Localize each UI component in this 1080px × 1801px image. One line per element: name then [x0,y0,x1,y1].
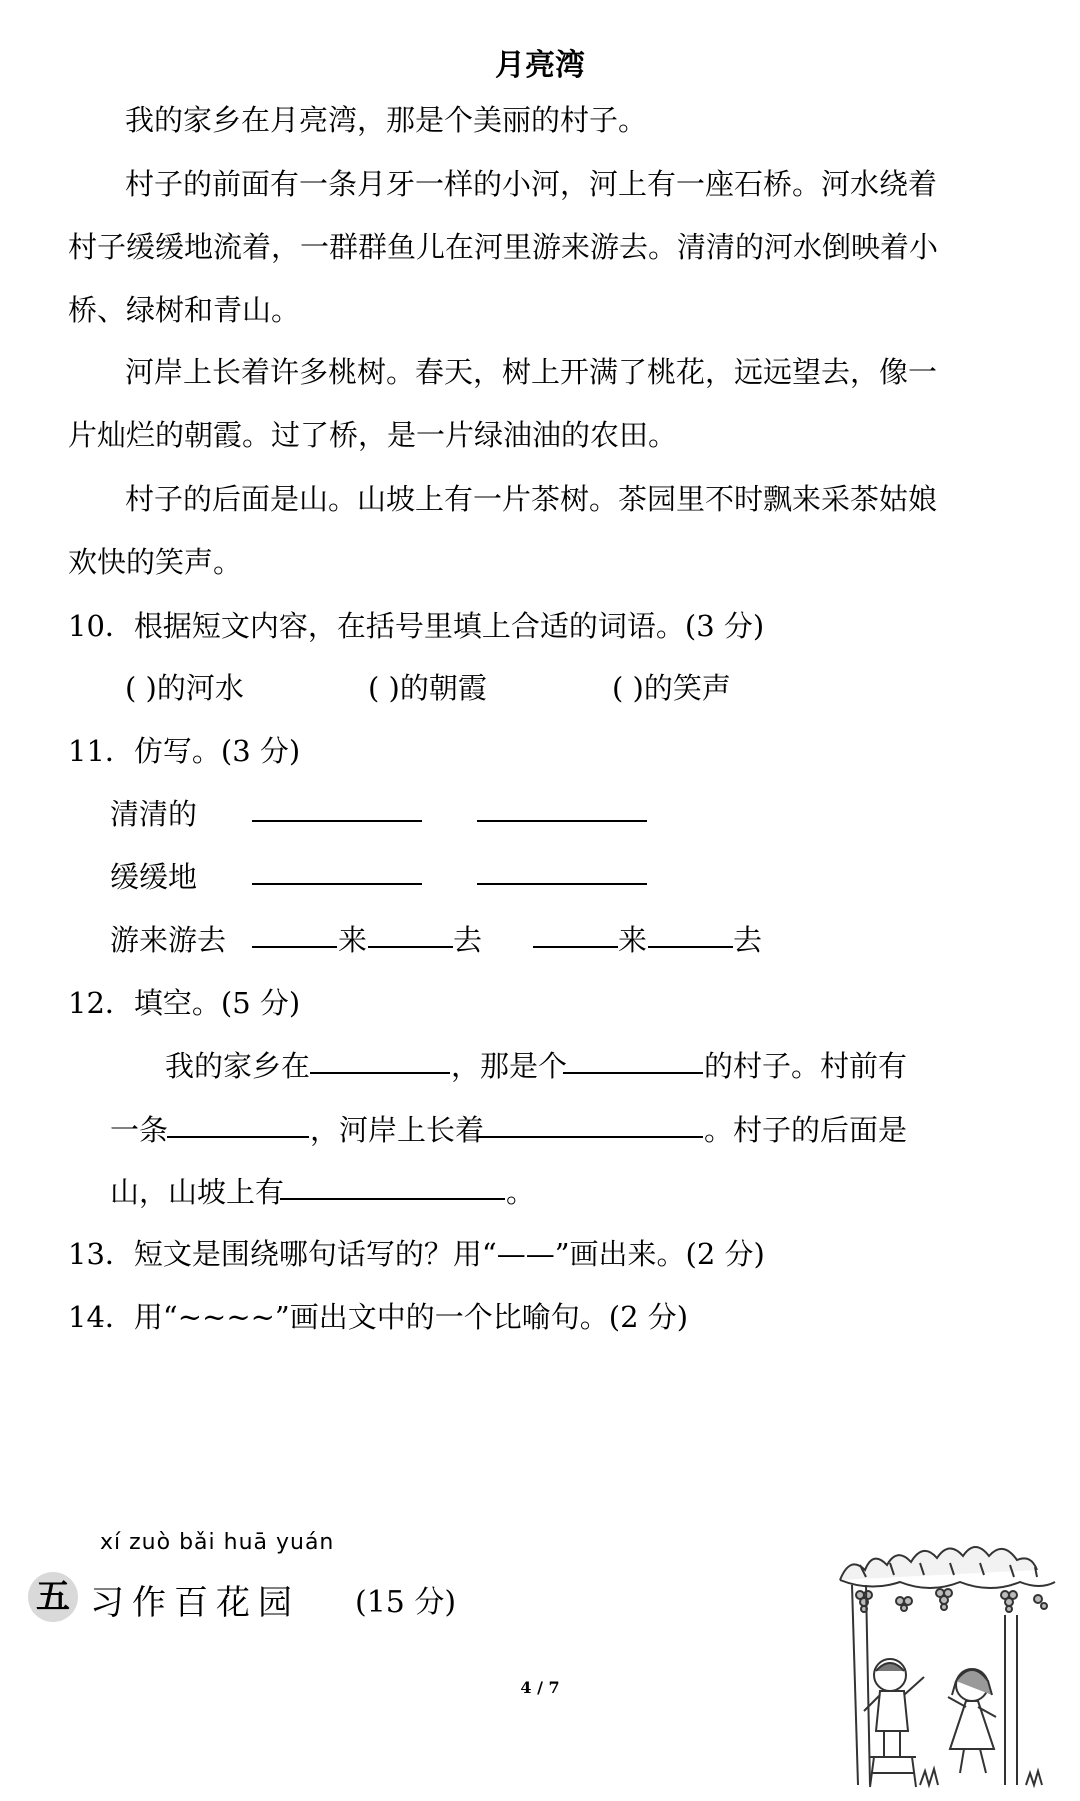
q11-row-label: 游来游去 [110,923,227,957]
q11-answer-line[interactable] [252,859,422,885]
passage-line: 村子的前面有一条月牙一样的小河，河上有一座石桥。河水绕着 [125,167,938,201]
q11-row-1 [110,792,810,832]
q12-answer-line[interactable] [563,1048,703,1074]
question-14: 14．用“~~~~”画出文中的一个比喻句。(2 分) [68,1300,689,1334]
question-10: 10．根据短文内容，在括号里填上合适的词语。(3 分) [68,609,765,643]
q11-lai: 来 [338,923,368,957]
q12-answer-line[interactable] [167,1112,309,1138]
q11-row-3 [110,918,810,958]
q12-answer-line[interactable] [280,1174,505,1200]
q12-line-1 [165,1044,965,1084]
q12-text: 。村子的后面是 [704,1113,908,1147]
passage-line: 村子缓缓地流着，一群群鱼儿在河里游来游去。清清的河水倒映着小 [68,230,939,264]
passage-line: 片灿烂的朝霞。过了桥，是一片绿油油的农田。 [68,418,678,452]
q11-answer-line[interactable] [368,922,453,948]
q12-text: 我的家乡在 [165,1049,311,1083]
q12-text: 。 [506,1175,536,1209]
question-12: 12．填空。(5 分) [68,986,301,1020]
q12-text: ，河岸上长着 [310,1113,485,1147]
passage-line: 河岸上长着许多桃树。春天，树上开满了桃花，远远望去，像一 [125,355,938,389]
grape-arbor-illustration [830,1535,1060,1795]
q12-line-2 [110,1108,960,1148]
q12-text: ，那是个 [451,1049,568,1083]
q11-row-label: 清清的 [110,797,198,831]
question-13: 13．短文是围绕哪句话写的？用“——”画出来。(2 分) [68,1237,765,1271]
q11-row-label: 缓缓地 [110,860,198,894]
q11-qu: 去 [453,923,483,957]
q10-blank-3[interactable]: ( )的笑声 [612,671,731,705]
q11-lai: 来 [618,923,648,957]
q12-text: 的村子。村前有 [704,1049,908,1083]
passage-line: 桥、绿树和青山。 [68,293,301,327]
q12-text: 一条 [110,1113,169,1147]
passage-title: 月亮湾 [495,48,585,83]
q10-blank-1[interactable]: ( )的河水 [125,671,244,705]
q10-blank-2[interactable]: ( )的朝霞 [368,671,487,705]
q12-text: 山，山坡上有 [110,1175,285,1209]
section-number: 五 [28,1572,78,1622]
q11-qu: 去 [733,923,763,957]
section-title: 习作百花园 [90,1583,300,1623]
page-number: 4 / 7 [520,1678,560,1697]
passage-line: 欢快的笑声。 [68,545,243,579]
q11-answer-line[interactable] [252,796,422,822]
passage-line: 村子的后面是山。山坡上有一片茶树。茶园里不时飘来采茶姑娘 [125,482,938,516]
q12-answer-line[interactable] [310,1048,450,1074]
q12-answer-line[interactable] [478,1112,703,1138]
question-11: 11．仿写。(3 分) [68,734,301,768]
section-pinyin: xí zuò bǎi huā yuán [100,1530,335,1555]
q11-answer-line[interactable] [477,859,647,885]
section-score: (15 分) [355,1585,457,1620]
q11-answer-line[interactable] [477,796,647,822]
q12-line-3 [110,1170,710,1210]
q11-row-2 [110,855,810,895]
q11-answer-line[interactable] [648,922,733,948]
q11-answer-line[interactable] [533,922,618,948]
q11-answer-line[interactable] [252,922,337,948]
passage-line: 我的家乡在月亮湾，那是个美丽的村子。 [125,103,648,137]
